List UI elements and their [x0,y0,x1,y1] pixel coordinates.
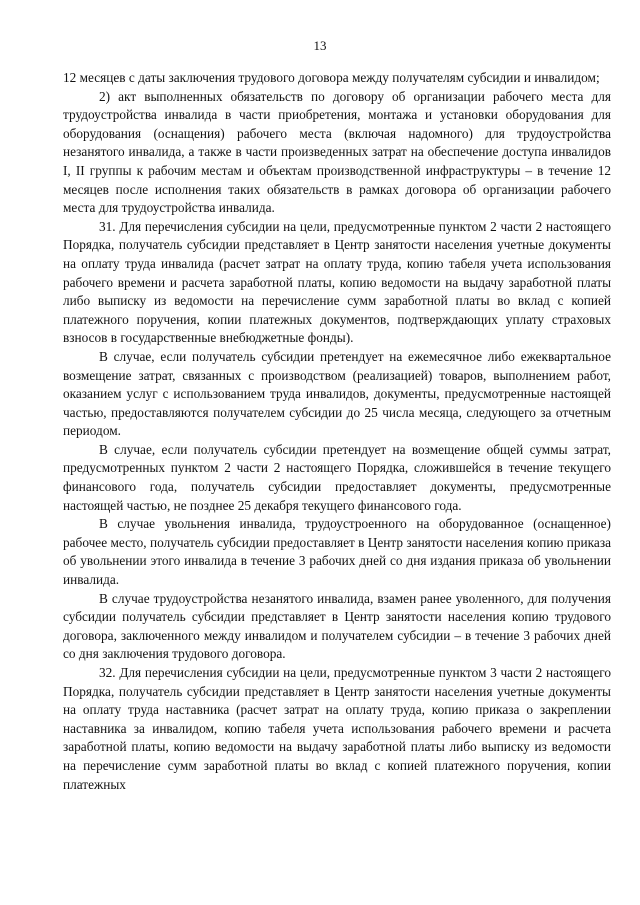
page-number: 13 [313,38,327,53]
paragraph: 12 месяцев с даты заключения трудового договора между получателям субсидии и инвалидом; [63,70,600,85]
paragraph: В случае увольнения инвалида, трудоустроенного на оборудованное (оснащенное) рабочее место, получатель субсидии предоставляет в Центр занятости населения копию приказа об увольнении этого инвалида в течение 3 рабочих дней со дня издания приказа об увольнении инвалида. [63,516,611,588]
paragraph: 2) акт выполненных обязательств по договору об организации рабочего места для трудоустройства инвалида в части приобретения, монтажа и установки оборудования для оборудования (оснащения) рабочего места (включая надомного) для трудоустройства незанятого инвалида, а также в части произведенных затрат на обеспечение доступа инвалидов I, II группы к рабочим местам и объектам производственной инфраструктуры – в течение 12 месяцев после исполнения таких обязательств в рамках договора об организации рабочего места для трудоустройства инвалида. [63,88,611,216]
paragraph: В случае, если получатель субсидии претендует на возмещение общей суммы затрат, предусмотренных пунктом 2 части 2 настоящего Порядка, сложившейся в течение текущего финансового года, получатель субсидии предоставляет документы, предусмотренные настоящей частью, не позднее 25 декабря текущего финансового года. [63,441,611,513]
document-body [63,69,611,794]
paragraph: В случае, если получатель субсидии претендует на ежемесячное либо ежеквартальное возмещение затрат, связанных с производством (реализацией) товаров, выполнением работ, оказанием услуг с использованием труда инвалидов, документы, предусмотренные настоящей частью, предоставляются получателем субсидии до 25 числа месяца, следующего за отчетным периодом. [63,348,611,439]
paragraph: В случае трудоустройства незанятого инвалида, взамен ранее уволенного, для получения субсидии получатель субсидии представляет в Центр занятости населения копию трудового договора, заключенного между инвалидом и получателем субсидии – в течение 3 рабочих дней со дня заключения трудового договора. [63,590,611,662]
paragraph: 32. Для перечисления субсидии на цели, предусмотренные пунктом 3 части 2 настоящего Порядка, получатель субсидии представляет в Центр занятости населения учетные документы на оплату труда наставника (расчет затрат на оплату труда, копию приказа о закреплении наставника за инвалидом, копию табеля учета использования рабочего времени и расчета заработной платы, копию ведомости на выдачу заработной платы либо выписку из ведомости на перечисление сумм заработной платы во вклад с копией платежного поручения, копии платежных [63,665,611,792]
paragraph: 31. Для перечисления субсидии на цели, предусмотренные пунктом 2 части 2 настоящего Порядка, получатель субсидии представляет в Центр занятости населения учетные документы на оплату труда инвалида (расчет затрат на оплату труда, копию табеля учета использования рабочего времени и расчета заработной платы, копию ведомости на выдачу заработной платы либо выписку из ведомости на перечисление сумм заработной платы во вклад с копией платежного поручения, копии платежных документов, подтверждающих уплату страховых взносов в государственные внебюджетные фонды). [63,218,611,346]
